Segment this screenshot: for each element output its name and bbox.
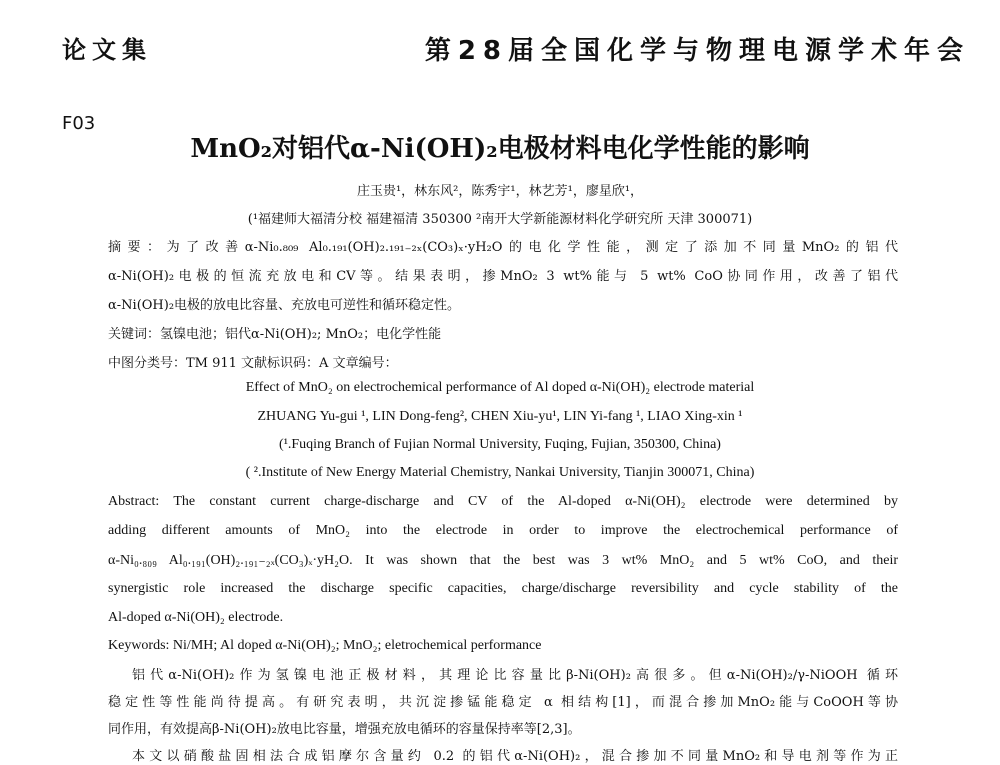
affiliation-en-2: ( ².Institute of New Energy Material Chemistry, Nankai University, Tianjin 300071, China) bbox=[245, 465, 755, 480]
affiliation-en-1: (¹.Fuqing Branch of Fujian Normal University, Fuqing, Fujian, 350300, China) bbox=[279, 437, 721, 452]
abstract-en-line: α-Ni₀.₈₀₉ Al₀.₁₉₁(OH)₂.₁₉₁₋₂ₓ(CO₃)ₓ·yH₂O. It was shown that the best was 3 wt% MnO₂ and 5 wt% CoO, and their bbox=[108, 553, 898, 568]
body-line: 本文以硝酸盐固相法合成铝摩尔含量约 0.2 的铝代α-Ni(OH)₂，混合掺加不同量MnO₂和导电剂等作为正 bbox=[132, 749, 898, 764]
paper-code: F03 bbox=[62, 113, 96, 134]
classification-cn: 中图分类号：TM 911 文献标识码：A 文章编号： bbox=[108, 356, 398, 371]
abstract-cn-line: 摘要：为了改善α-Ni₀.₈₀₉ Al₀.₁₉₁(OH)₂.₁₉₁₋₂ₓ(CO₃)ₓ·yH₂O的电化学性能，测定了添加不同量MnO₂的铝代 bbox=[108, 240, 898, 255]
keywords-cn: 关键词：氢镍电池；铝代α-Ni(OH)₂; MnO₂；电化学性能 bbox=[108, 327, 442, 342]
authors-cn: 庄玉贵¹，林东风²，陈秀宇¹，林艺芳¹，廖星欣¹， bbox=[356, 184, 644, 199]
abstract-en-line: synergistic role increased the discharge specific capacities, charge/discharge reversibility and cycle stability of the bbox=[108, 581, 898, 596]
body-line: 同作用，有效提高β-Ni(OH)₂放电比容量，增强充放电循环的容量保持率等[2,3]。 bbox=[108, 722, 581, 737]
header-right: 第28届全国化学与物理电源学术年会 bbox=[424, 36, 970, 66]
authors-en: ZHUANG Yu-gui ¹, LIN Dong-feng², CHEN Xiu-yu¹, LIN Yi-fang ¹, LIAO Xing-xin ¹ bbox=[257, 409, 743, 424]
paper-title: MnO₂对铝代α-Ni(OH)₂电极材料电化学性能的影响 bbox=[190, 134, 810, 164]
keywords-en: Keywords: Ni/MH; Al doped α-Ni(OH)₂; MnO₂; eletrochemical performance bbox=[108, 638, 542, 653]
abstract-en-line: adding different amounts of MnO₂ into the electrode in order to improve the electrochemical performance of bbox=[108, 523, 898, 538]
body-line: 铝代α-Ni(OH)₂作为氢镍电池正极材料，其理论比容量比β-Ni(OH)₂高很多。但α-Ni(OH)₂/γ-NiOOH 循环 bbox=[132, 668, 898, 683]
header-left: 论文集 bbox=[62, 36, 152, 64]
abstract-en-line: Al-doped α-Ni(OH)₂ electrode. bbox=[108, 610, 284, 625]
body-line: 稳定性等性能尚待提高。有研究表明，共沉淀掺锰能稳定 α 相结构[1]，而混合掺加MnO₂能与CoOOH等协 bbox=[108, 695, 898, 710]
abstract-cn-line: α-Ni(OH)₂电极的放电比容量、充放电可逆性和循环稳定性。 bbox=[108, 298, 461, 313]
abstract-cn-line: α-Ni(OH)₂电极的恒流充放电和CV等。结果表明，掺MnO₂ 3 wt%能与 5 wt% CoO协同作用，改善了铝代 bbox=[108, 269, 898, 284]
abstract-en-line: Abstract: The constant current charge-discharge and CV of the Al-doped α-Ni(OH)₂ electrode were determined by bbox=[108, 494, 898, 509]
affiliation-cn: (¹福建师大福清分校 福建福清 350300 ²南开大学新能源材料化学研究所 天津 300071) bbox=[247, 212, 753, 227]
title-en: Effect of MnO₂ on electrochemical performance of Al doped α-Ni(OH)₂ electrode material bbox=[245, 380, 755, 395]
